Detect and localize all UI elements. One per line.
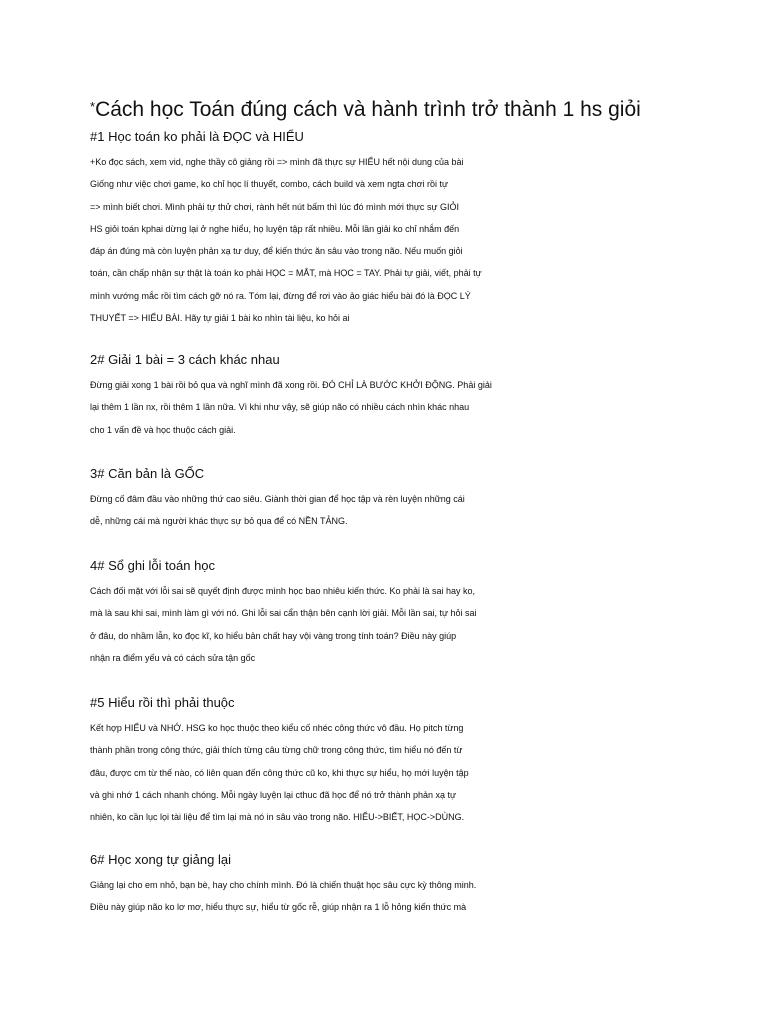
- paragraph-line: cho 1 vấn đề và học thuộc cách giải.: [90, 424, 236, 435]
- paragraph-line: THUYẾT => HIỂU BÀI. Hãy tự giải 1 bài ko nhìn tài liệu, ko hỏi ai: [90, 313, 350, 324]
- paragraph-line: mình vướng mắc rồi tìm cách gỡ nó ra. Tóm lại, đừng để rơi vào ảo giác hiểu bài đó là ĐỌC LÝ: [90, 290, 471, 301]
- title-text: Cách học Toán đúng cách và hành trình trở thành 1 hs giỏi: [95, 98, 641, 121]
- paragraph-line: HS giỏi toán kphai dừng lại ở nghe hiểu, họ luyện tập rất nhiều. Mỗi lần giải ko chỉ nhắm đến: [90, 223, 460, 234]
- paragraph-line: => mình biết chơi. Mình phải tự thử chơi, rành hết nút bấm thì lúc đó mình mới thực sự GIỎI: [90, 201, 459, 212]
- paragraph-line: Kết hợp HIỂU và NHỚ. HSG ko học thuộc theo kiểu cố nhéc công thức vô đầu. Họ pitch từng: [90, 723, 464, 733]
- paragraph-line: +Ko đọc sách, xem vid, nghe thầy cô giảng rồi => mình đã thực sự HIỂU hết nội dung của bài: [90, 157, 464, 167]
- paragraph-line: nhiên, ko cần lục lọi tài liệu để tìm lại mà nó in sâu vào trong não. HIỂU->BIẾT, HỌC->DÙNG.: [90, 812, 465, 823]
- paragraph-line: đáp án đúng mà còn luyện phản xạ tư duy, để kiến thức ăn sâu vào trong não. Nếu muốn giỏi: [90, 246, 463, 257]
- section-paragraph: [90, 874, 690, 919]
- section-paragraph: [90, 488, 690, 533]
- section-heading: 2# Giải 1 bài = 3 cách khác nhau: [90, 352, 280, 367]
- paragraph-line: và ghi nhớ 1 cách nhanh chóng. Mỗi ngày luyện lại cthuc đã học để nó trở thành phản xạ tự: [90, 789, 457, 800]
- section-3: [90, 463, 690, 533]
- section-paragraph: [90, 717, 690, 828]
- section-heading: 3# Căn bản là GỐC: [90, 466, 205, 481]
- section-paragraph: [90, 151, 690, 329]
- section-6: [90, 849, 690, 919]
- section-heading: #1 Học toán ko phải là ĐỌC và HIỂU: [90, 129, 304, 144]
- paragraph-line: mà là sau khi sai, mình làm gì với nó. Ghi lỗi sai cẩn thận bên cạnh lời giải. Mỗi lần sai, tự hỏi sai: [90, 608, 477, 619]
- section-5: [90, 692, 690, 828]
- paragraph-line: Cách đối mặt với lỗi sai sẽ quyết định được mình học bao nhiêu kiến thức. Ko phải là sai hay ko,: [90, 586, 476, 596]
- section-heading: #5 Hiểu rồi thì phải thuộc: [90, 695, 235, 710]
- paragraph-line: lại thêm 1 lần nx, rồi thêm 1 lần nữa. Vì khi như vậy, sẽ giúp não có nhiều cách nhìn khác nhau: [90, 402, 470, 413]
- paragraph-line: Đừng cố đâm đầu vào những thứ cao siêu. Giành thời gian để học tập và rèn luyện những cái: [90, 494, 465, 504]
- document-title: [90, 93, 730, 124]
- section-1: [90, 126, 690, 329]
- paragraph-line: nhận ra điểm yếu và có cách sửa tận gốc: [90, 652, 256, 663]
- paragraph-line: Giống như việc chơi game, ko chỉ học lí thuyết, combo, cách build và xem ngta chơi rồi tự: [90, 179, 449, 190]
- paragraph-line: đâu, được cm từ thế nào, có liên quan đến công thức cũ ko, khi thực sự hiểu, họ mới luyện tập: [90, 767, 469, 778]
- paragraph-line: thành phần trong công thức, giải thích từng câu từng chữ trong công thức, tìm hiểu nó đến từ: [90, 745, 463, 756]
- paragraph-line: Điều này giúp não ko lơ mơ, hiểu thực sự, hiểu từ gốc rễ, giúp nhận ra 1 lỗ hỏng kiến thức mà: [90, 902, 467, 913]
- paragraph-line: Giảng lại cho em nhỏ, bạn bè, hay cho chính mình. Đó là chiến thuật học sâu cực kỳ thông minh.: [90, 880, 477, 890]
- paragraph-line: ở đâu, do nhầm lẫn, ko đọc kĩ, ko hiểu bản chất hay vội vàng trong tính toán? Điều này giúp: [90, 630, 457, 641]
- section-heading: 4# Sổ ghi lỗi toán học: [90, 558, 216, 573]
- section-paragraph: [90, 374, 690, 441]
- title-asterisk: *: [90, 99, 96, 114]
- paragraph-line: Đừng giải xong 1 bài rồi bỏ qua và nghĩ mình đã xong rồi. ĐÓ CHỈ LÀ BƯỚC KHỞI ĐỘNG. Phải giải: [90, 380, 492, 390]
- section-paragraph: [90, 580, 690, 669]
- section-2: [90, 349, 690, 441]
- section-4: [90, 555, 690, 669]
- paragraph-line: toán, cần chấp nhận sự thật là toán ko phải HỌC = MẮT, mà HỌC = TAY. Phải tự giải, viết, phải tự: [90, 268, 482, 279]
- paragraph-line: dễ, những cái mà người khác thực sự bỏ qua để có NỀN TẢNG.: [90, 516, 348, 527]
- section-heading: 6# Học xong tự giảng lại: [90, 852, 231, 867]
